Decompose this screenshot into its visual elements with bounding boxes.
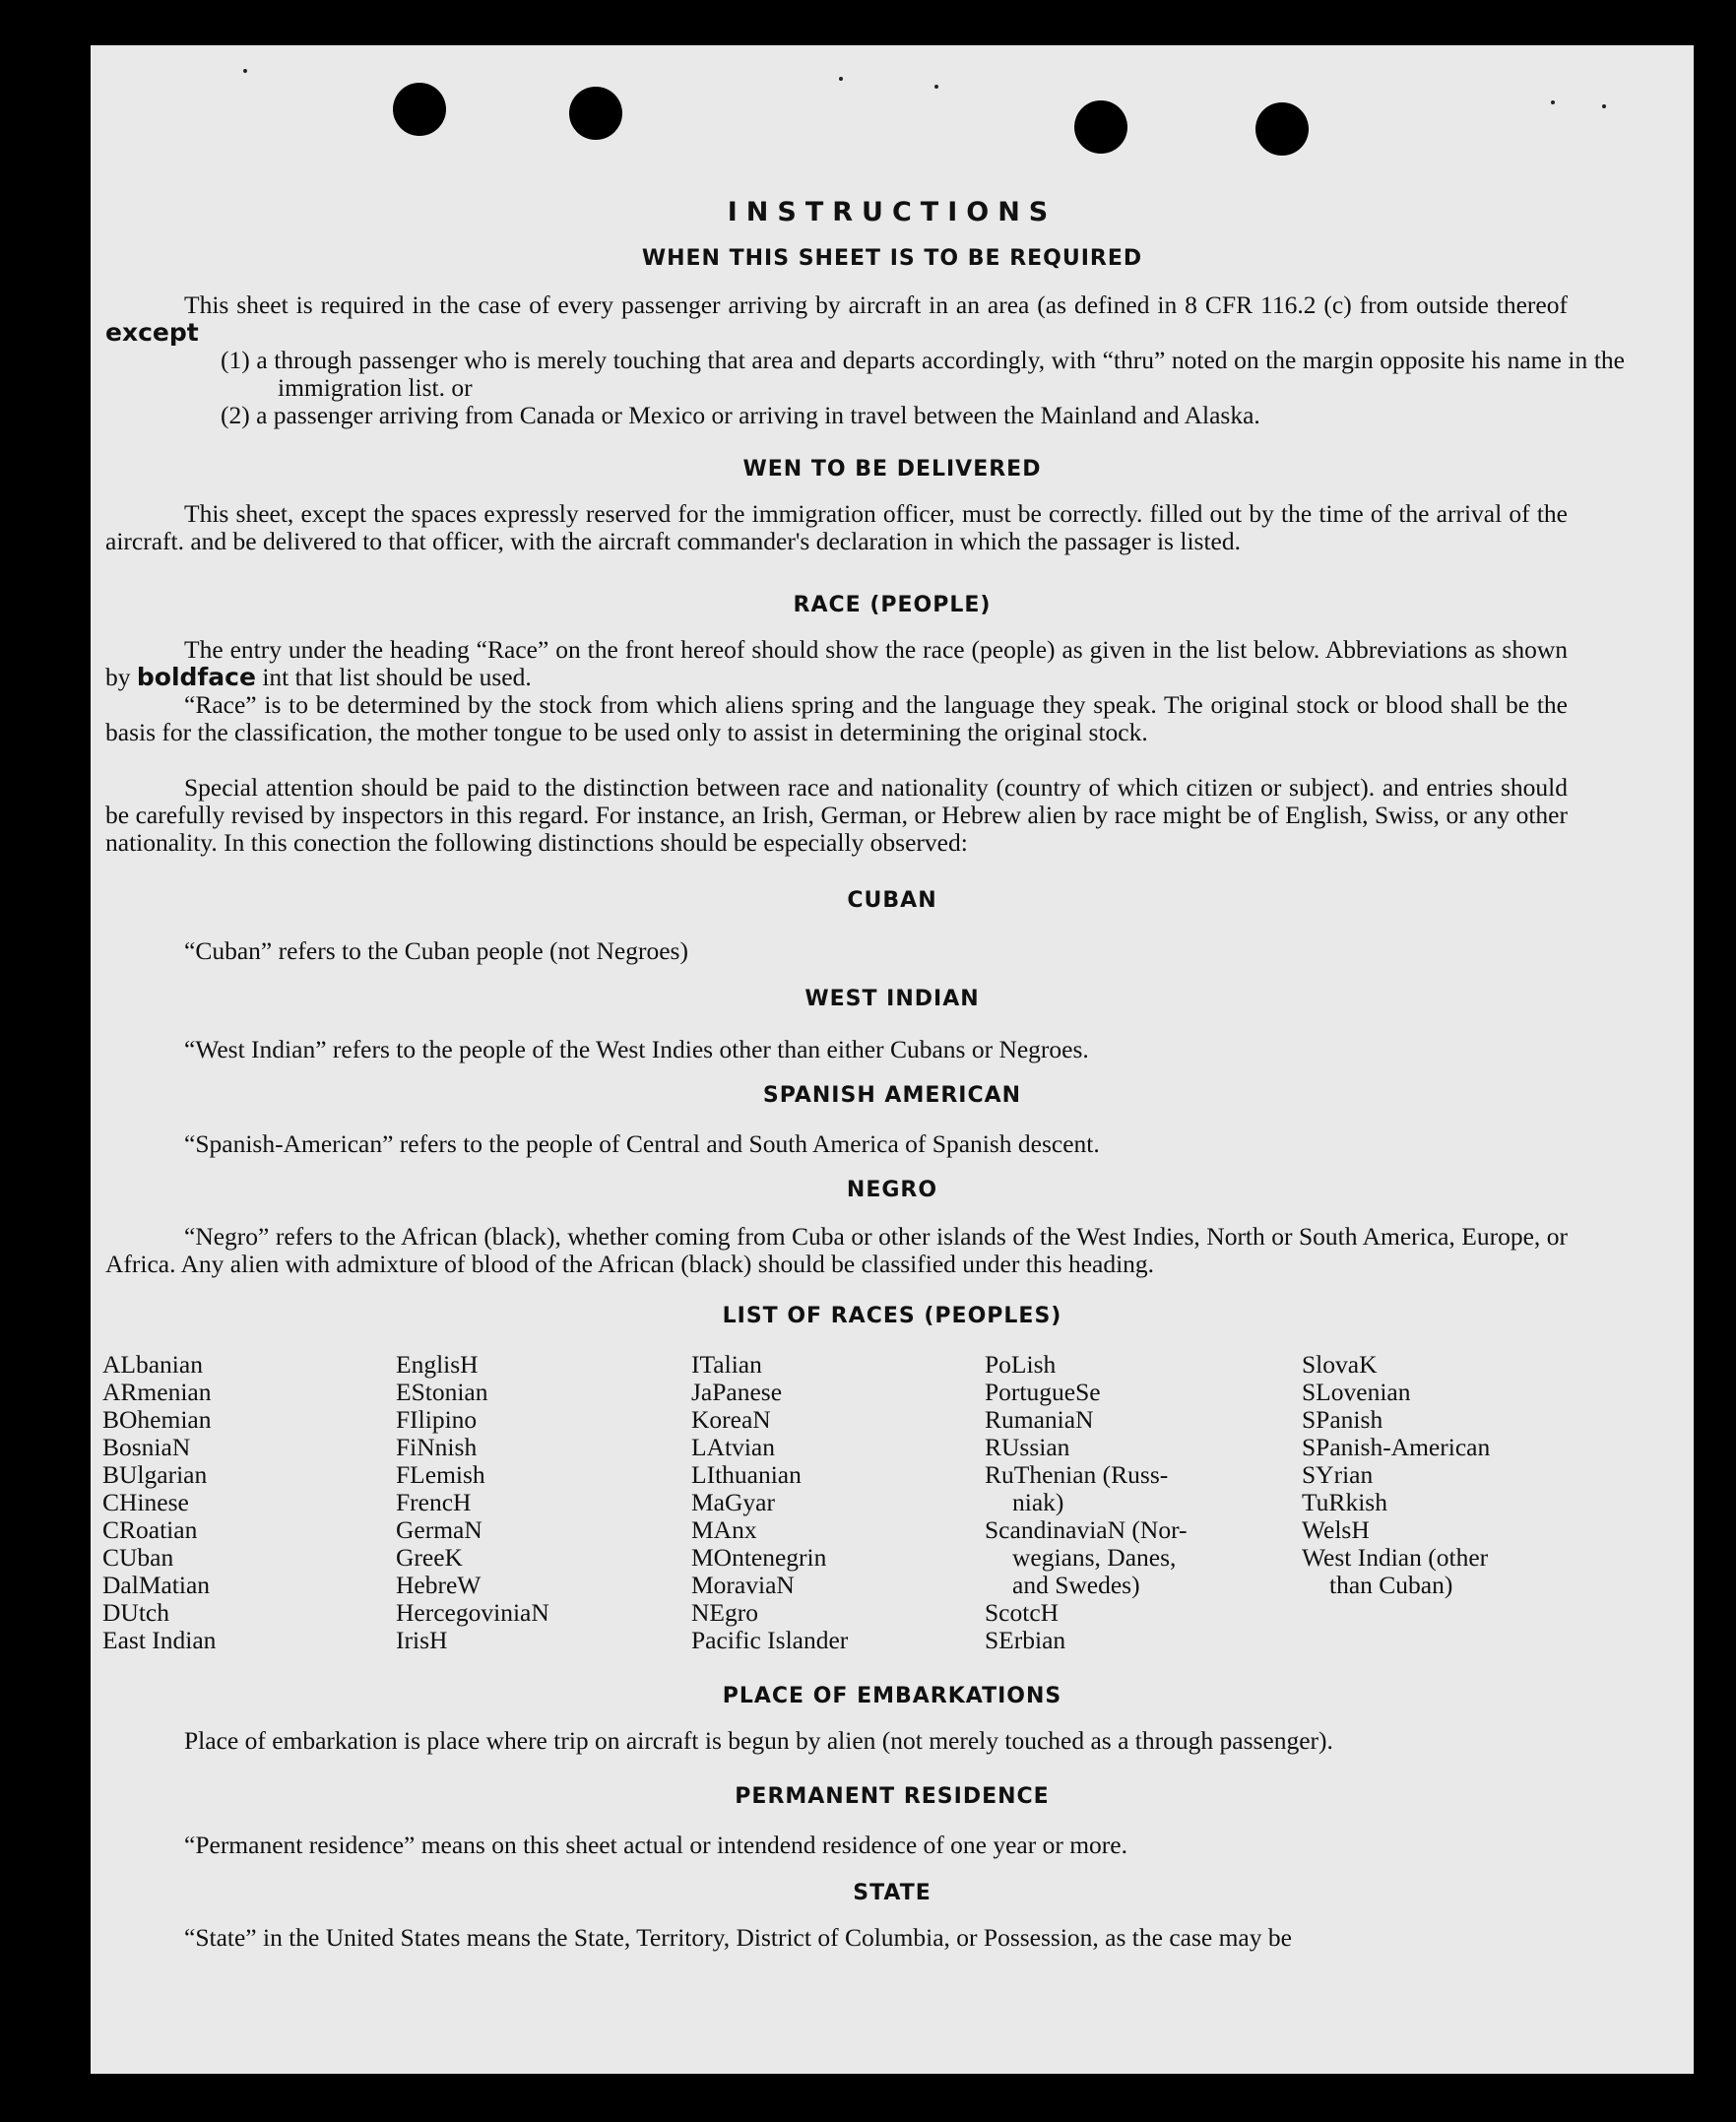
race-item-continued: wegians, Danes, (1012, 1543, 1177, 1572)
required-intro (105, 291, 1568, 347)
race-paragraph-2: “Race” is to be determined by the stock from which aliens spring and the language they speak. The original stock or blood shall be the basis for the classification, the mother tongue to be used only to assist in determining the original stock. (105, 690, 1568, 746)
speck (839, 77, 843, 81)
race-item: HebreW (396, 1571, 482, 1599)
races-column-3 (691, 1351, 848, 1654)
race-item: SErbian (985, 1626, 1066, 1654)
west-indian-text: “West Indian” refers to the people of the West Indies other than either Cubans or Negroes. (184, 1035, 1089, 1063)
race-item: LAtvian (691, 1433, 775, 1461)
race-item: TuRkish (1302, 1488, 1387, 1516)
section-heading-when-delivered: WEN TO BE DELIVERED (742, 457, 1042, 482)
section-heading-state: STATE (853, 1881, 932, 1905)
page-title: INSTRUCTIONS (727, 197, 1058, 227)
race-item: BOhemian (102, 1405, 212, 1434)
race-item: FLemish (396, 1460, 485, 1489)
race-item: NEgro (691, 1598, 758, 1627)
race-item-continued: than Cuban) (1329, 1571, 1453, 1599)
race-item: FiNnish (396, 1433, 478, 1461)
speck (243, 69, 247, 73)
races-column-2 (396, 1351, 549, 1654)
race-paragraph-1 (105, 636, 1568, 691)
race-item: West Indian (other (1302, 1543, 1489, 1572)
delivered-text: This sheet, except the spaces expressly reserved for the immigration officer, must be correctly. filled out by the time of the arrival of the aircraft. and be delivered to that officer, with the aircraft commander's declaration in which the passager is listed. (105, 499, 1568, 555)
race-item: PoLish (985, 1350, 1057, 1379)
cuban-text: “Cuban” refers to the Cuban people (not Negroes) (184, 936, 688, 965)
required-item-1: (1) a through passenger who is merely touching that area and departs accordingly, with “thru” noted on the margin opposite his name in the immigration list. or (221, 346, 1625, 402)
section-heading-permanent-residence: PERMANENT RESIDENCE (735, 1784, 1050, 1809)
required-item-2: (2) a passenger arriving from Canada or Mexico or arriving in travel between the Mainland and Alaska. (221, 401, 1260, 429)
race-item: HercegoviniaN (396, 1598, 549, 1627)
section-heading-negro: NEGRO (846, 1178, 938, 1202)
embarkation-text: Place of embarkation is place where trip on aircraft is begun by alien (not merely touched as a through passenger). (184, 1726, 1333, 1755)
race-item: East Indian (102, 1626, 217, 1654)
race-item-continued: niak) (1012, 1488, 1064, 1516)
punch-hole (393, 83, 446, 136)
race-item: SPanish (1302, 1405, 1383, 1434)
section-heading-cuban: CUBAN (847, 888, 937, 913)
punch-hole (1255, 102, 1309, 156)
race-item: CRoatian (102, 1515, 198, 1544)
race-item: RUssian (985, 1433, 1070, 1461)
race-item: DalMatian (102, 1571, 211, 1599)
section-heading-list-of-races: LIST OF RACES (PEOPLES) (722, 1304, 1062, 1328)
races-column-4 (985, 1351, 1188, 1654)
race-item: GermaN (396, 1515, 482, 1544)
race-item: SLovenian (1302, 1378, 1411, 1406)
race-item: IrisH (396, 1626, 448, 1654)
section-heading-when-required: WHEN THIS SHEET IS TO BE REQUIRED (641, 246, 1143, 271)
negro-text: “Negro” refers to the African (black), whether coming from Cuba or other islands of the West Indies, North or South America, Europe, or Africa. Any alien with admixture of blood of the African (black) should be classified under this heading. (105, 1222, 1568, 1278)
except-keyword: except (105, 318, 199, 347)
boldface-keyword: boldface (136, 663, 256, 691)
race-item: MOntenegrin (691, 1543, 827, 1572)
race-item: FIlipino (396, 1405, 478, 1434)
races-column-5 (1302, 1351, 1490, 1599)
document-page (91, 45, 1694, 2074)
race-p1-after: int that list should be used. (262, 663, 532, 691)
race-item: RuThenian (Russ- (985, 1460, 1169, 1489)
race-item: JaPanese (691, 1378, 783, 1406)
speck (934, 85, 938, 89)
race-item: ITalian (691, 1350, 762, 1379)
race-item: ScandinaviaN (Nor- (985, 1515, 1188, 1544)
section-heading-west-indian: WEST INDIAN (804, 987, 980, 1011)
race-paragraph-3: Special attention should be paid to the distinction between race and nationality (country of which citizen or subject). and entries should be carefully revised by inspectors in this regard. For instance, an Irish, German, or Hebrew alien by race might be of English, Swiss, or any other nationality. In this conection the following distinctions should be especially observed: (105, 773, 1568, 857)
race-item: FrencH (396, 1488, 472, 1516)
speck (1602, 104, 1606, 108)
race-item: MaGyar (691, 1488, 775, 1516)
race-item: SYrian (1302, 1460, 1374, 1489)
race-item: EStonian (396, 1378, 488, 1406)
race-item-continued: and Swedes) (1012, 1571, 1140, 1599)
race-item: GreeK (396, 1543, 463, 1572)
race-item: Pacific Islander (691, 1626, 849, 1654)
punch-hole (569, 87, 622, 140)
race-item: MoraviaN (691, 1571, 795, 1599)
race-item: SPanish-American (1302, 1433, 1491, 1461)
section-heading-place-of-embarkation: PLACE OF EMBARKATIONS (722, 1684, 1062, 1708)
punch-hole (1074, 100, 1127, 154)
race-item: ARmenian (102, 1378, 212, 1406)
speck (1551, 100, 1555, 104)
race-p1-text: The entry under the heading “Race” on the front hereof should show the race (people) as given in the list below. Abbreviations as shown by (105, 635, 1568, 691)
race-item: BUlgarian (102, 1460, 208, 1489)
race-item: WelsH (1302, 1515, 1370, 1544)
race-item: CUban (102, 1543, 174, 1572)
race-item: ALbanian (102, 1350, 203, 1379)
section-heading-spanish-american: SPANISH AMERICAN (762, 1083, 1022, 1108)
race-item: SlovaK (1302, 1350, 1378, 1379)
race-item: BosniaN (102, 1433, 191, 1461)
required-intro-text: This sheet is required in the case of every passenger arriving by aircraft in an area (as defined in 8 CFR 116.2 (c) from outside thereof (184, 290, 1568, 319)
race-item: EnglisH (396, 1350, 479, 1379)
spanish-american-text: “Spanish-American” refers to the people of Central and South America of Spanish descent. (184, 1129, 1100, 1158)
race-item: KoreaN (691, 1405, 771, 1434)
race-item: DUtch (102, 1598, 169, 1627)
race-item: CHinese (102, 1488, 189, 1516)
race-item: RumaniaN (985, 1405, 1094, 1434)
race-item: ScotcH (985, 1598, 1060, 1627)
section-heading-race: RACE (PEOPLE) (793, 593, 992, 617)
race-item: PortugueSe (985, 1378, 1101, 1406)
state-text: “State” in the United States means the State, Territory, District of Columbia, or Possession, as the case may be (184, 1923, 1292, 1952)
race-item: MAnx (691, 1515, 757, 1544)
residence-text: “Permanent residence” means on this sheet actual or intendend residence of one year or more. (184, 1831, 1127, 1859)
races-column-1 (102, 1351, 216, 1654)
race-item: LIthuanian (691, 1460, 802, 1489)
